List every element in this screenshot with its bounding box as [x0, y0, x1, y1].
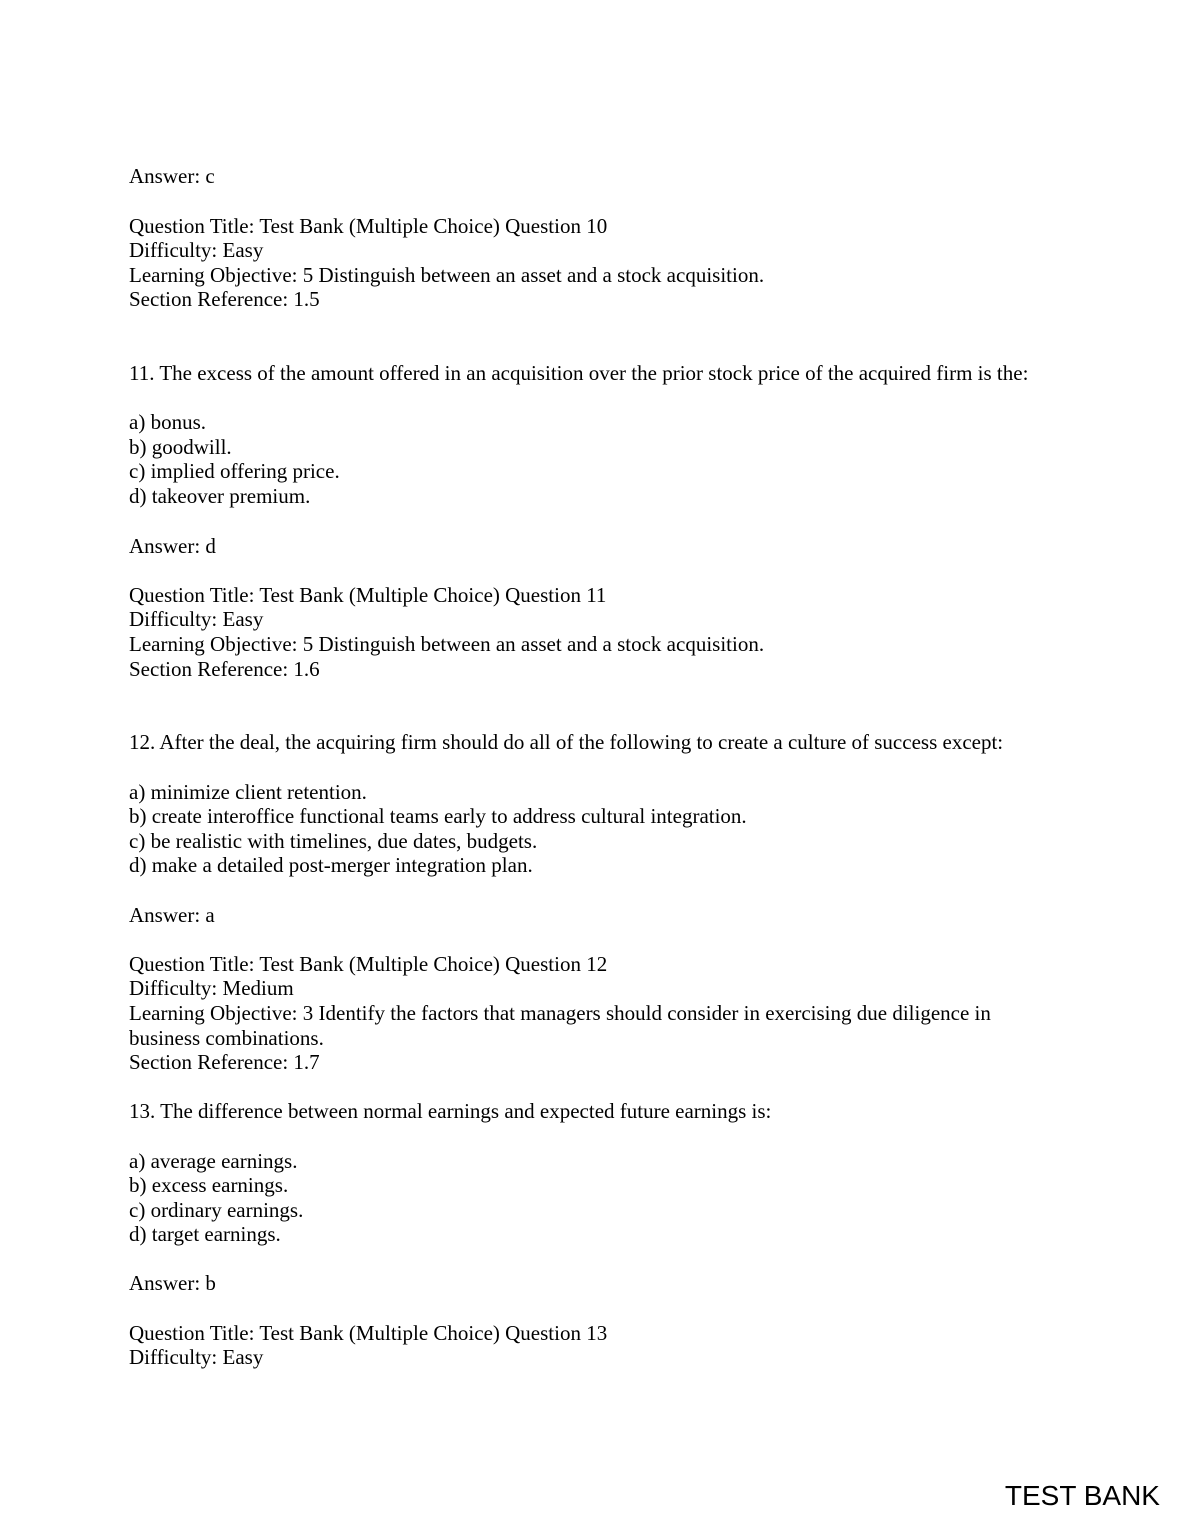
q13-difficulty: Difficulty: Easy [129, 1345, 264, 1369]
q13-option-d: d) target earnings. [129, 1222, 281, 1246]
q12-stem: 12. After the deal, the acquiring firm should do all of the following to create a culture of success except: [129, 730, 1004, 754]
q11-option-d: d) takeover premium. [129, 484, 311, 508]
q11-question-title: Question Title: Test Bank (Multiple Choice) Question 11 [129, 583, 607, 607]
q13-stem: 13. The difference between normal earnings and expected future earnings is: [129, 1099, 772, 1123]
q13-option-a: a) average earnings. [129, 1149, 298, 1173]
q11-option-a: a) bonus. [129, 410, 206, 434]
q11-stem: 11. The excess of the amount offered in an acquisition over the prior stock price of the acquired firm is the: [129, 361, 1029, 385]
q13-question-title: Question Title: Test Bank (Multiple Choice) Question 13 [129, 1321, 608, 1345]
q12-option-c: c) be realistic with timelines, due dates, budgets. [129, 829, 538, 853]
q13-option-c: c) ordinary earnings. [129, 1198, 304, 1222]
q11-learning-objective: Learning Objective: 5 Distinguish between an asset and a stock acquisition. [129, 632, 765, 656]
q12-answer: Answer: a [129, 903, 215, 927]
q10-answer: Answer: c [129, 164, 215, 188]
q12-section-reference: Section Reference: 1.7 [129, 1050, 320, 1074]
q10-question-title: Question Title: Test Bank (Multiple Choice) Question 10 [129, 214, 608, 238]
q11-section-reference: Section Reference: 1.6 [129, 657, 320, 681]
q11-option-b: b) goodwill. [129, 435, 232, 459]
q12-option-a: a) minimize client retention. [129, 780, 367, 804]
q11-answer: Answer: d [129, 534, 216, 558]
q12-difficulty: Difficulty: Medium [129, 976, 294, 1000]
q10-section-reference: Section Reference: 1.5 [129, 287, 320, 311]
q10-difficulty: Difficulty: Easy [129, 238, 264, 262]
q11-option-c: c) implied offering price. [129, 459, 340, 483]
q12-option-d: d) make a detailed post-merger integration plan. [129, 853, 533, 877]
test-bank-footer-label: TEST BANK [1004, 1480, 1160, 1511]
q13-option-b: b) excess earnings. [129, 1173, 289, 1197]
q12-learning-objective-continued: business combinations. [129, 1026, 324, 1050]
q12-learning-objective: Learning Objective: 3 Identify the factors that managers should consider in exercising due diligence in [129, 1001, 991, 1025]
q13-answer: Answer: b [129, 1271, 216, 1295]
q10-learning-objective: Learning Objective: 5 Distinguish between an asset and a stock acquisition. [129, 263, 765, 287]
q12-question-title: Question Title: Test Bank (Multiple Choice) Question 12 [129, 952, 608, 976]
q12-option-b: b) create interoffice functional teams early to address cultural integration. [129, 804, 747, 828]
q11-difficulty: Difficulty: Easy [129, 607, 264, 631]
